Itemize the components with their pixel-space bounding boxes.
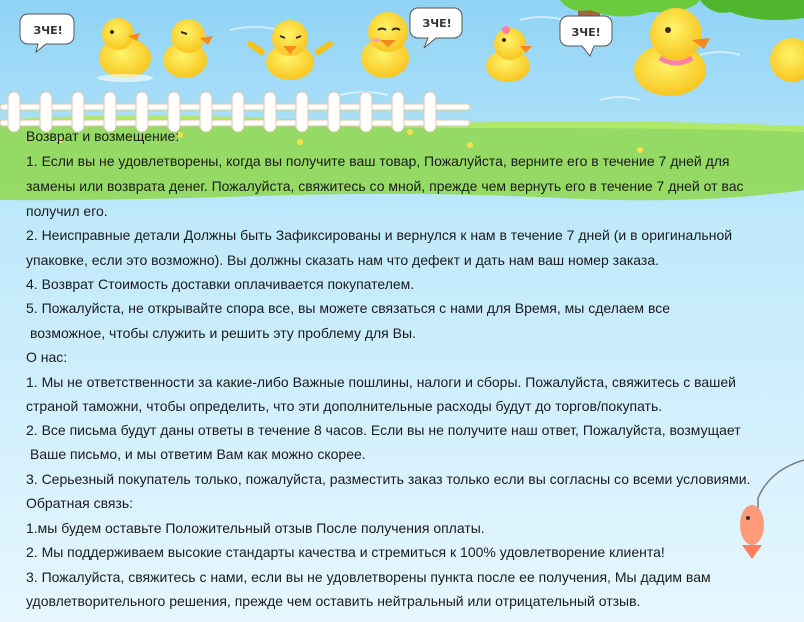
returns-heading: Возврат и возмещение: — [26, 128, 180, 144]
speech-bubble-1-text: ЗЧЕ! — [33, 24, 63, 37]
speech-bubble-2-text: ЗЧЕ! — [422, 17, 452, 30]
feedback-item-1: 1.мы будем оставьте Положительный отзыв После получения оплаты. — [26, 520, 485, 536]
about-heading: О нас: — [26, 349, 68, 365]
return-item-1-line-2: замены или возврата денег. Пожалуйста, свяжитесь со мной, прежде чем вернуть его в течение 7 дней от вас — [26, 178, 744, 194]
feedback-item-2: 2. Мы поддерживаем высокие стандарты качества и стремиться к 100% удовлетворение клиента! — [26, 544, 665, 560]
about-item-3: 3. Серьезный покупатель только, пожалуйста, разместить заказ только если вы согласны со всеми условиями. — [26, 471, 751, 487]
return-item-1-line-3: получил его. — [26, 203, 108, 219]
about-item-2-line-2: Ваше письмо, и мы ответим Вам как можно скорее. — [30, 446, 366, 462]
about-item-1-line-2: страной таможни, чтобы определить, что эти дополнительные расходы будут до торгов/покупать. — [26, 398, 663, 414]
return-item-4: 4. Возврат Стоимость доставки оплачивается покупателем. — [26, 276, 415, 292]
return-item-1-line-1: 1. Если вы не удовлетворены, когда вы получите ваш товар, Пожалуйста, верните его в течение 7 дней для — [26, 153, 730, 169]
speech-bubble-3-text: ЗЧЕ! — [571, 26, 601, 39]
feedback-item-3-line-1: 3. Пожалуйста, свяжитесь с нами, если вы не удовлетворены пункта после ее получения, Мы дадим вам — [26, 569, 711, 585]
feedback-item-3-line-2: удовлетворительного решения, прежде чем оставить нейтральный или отрицательный отзыв. — [26, 593, 641, 609]
return-item-2-line-2: упаковке, если это возможно). Вы должны сказать нам что дефект и дать нам ваш номер заказа. — [26, 252, 660, 268]
about-item-2-line-1: 2. Все письма будут даны ответы в течение 8 часов. Если вы не получите наш ответ, Пожалуйста, возмущает — [26, 422, 741, 438]
return-item-5-line-1: 5. Пожалуйста, не открывайте спора все, вы можете связаться с нами для Время, мы сделаем все — [26, 300, 671, 316]
feedback-heading: Обратная связь: — [26, 495, 134, 511]
about-item-1-line-1: 1. Мы не ответственности за какие-либо Важные пошлины, налоги и сборы. Пожалуйста, свяжитесь с вашей — [26, 374, 737, 390]
return-item-5-line-2: возможное, чтобы служить и решить эту проблему для Вы. — [30, 325, 416, 341]
return-item-2-line-1: 2. Неисправные детали Должны быть Зафиксированы и вернулся к нам в течение 7 дней (и в оригинальной — [26, 227, 733, 243]
